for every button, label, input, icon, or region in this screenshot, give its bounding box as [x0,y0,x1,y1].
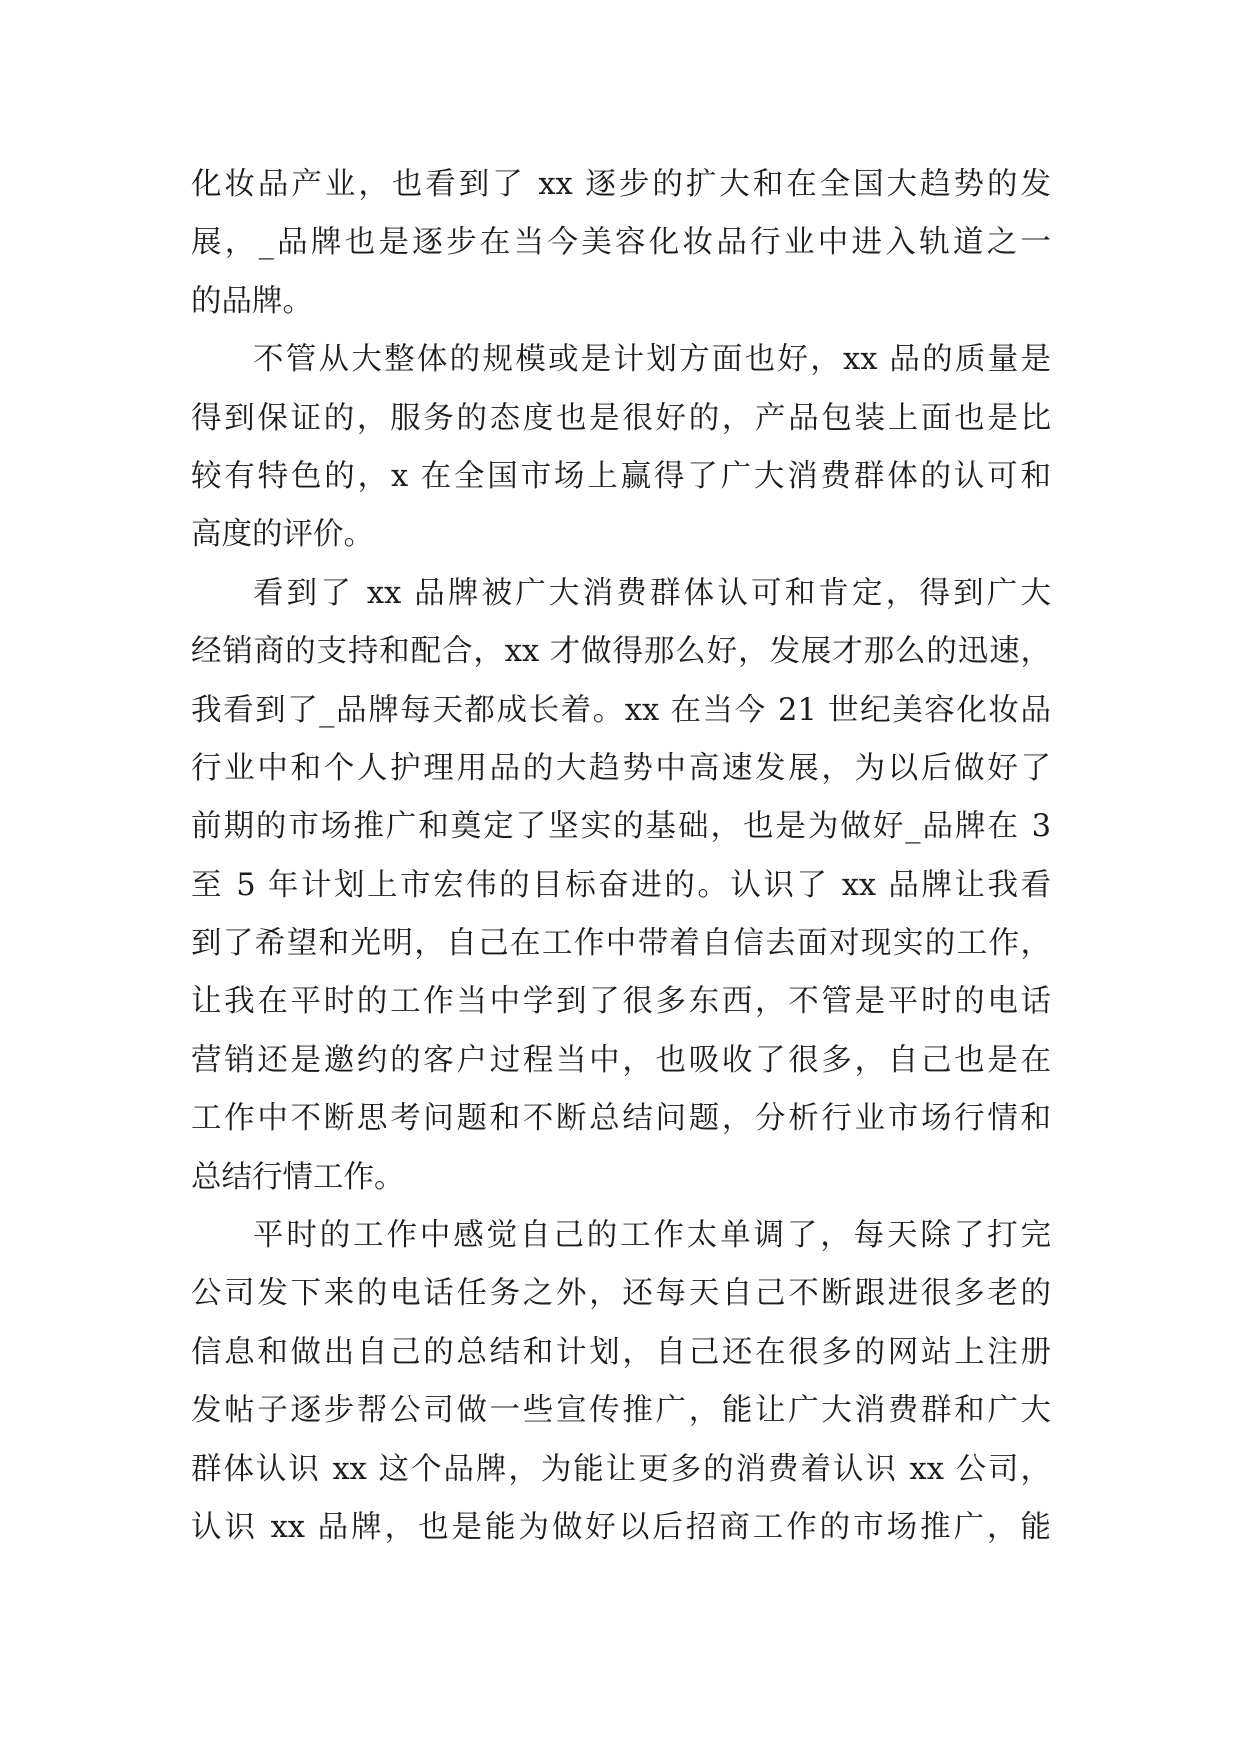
text-line: 至 5 年计划上市宏伟的目标奋进的。认识了 xx 品牌让我看 [191,867,1051,903]
text-line: 得到保证的，服务的态度也是很好的，产品包装上面也是比 [191,400,1051,436]
text-line: 的品牌。 [191,283,313,319]
paragraph-3 [191,565,1051,1207]
text-line: 总结行情工作。 [191,1159,405,1195]
text-line: 高度的评价。 [191,517,374,553]
text-line: 到了希望和光明，自己在工作中带着自信去面对现实的工作， [191,926,1051,962]
text-line: 不管从大整体的规模或是计划方面也好，xx 品的质量是 [253,342,1051,378]
text-line: 经销商的支持和配合，xx 才做得那么好，发展才那么的迅速， [191,634,1051,670]
text-line: 前期的市场推广和奠定了坚实的基础，也是为做好_品牌在 3 [191,809,1051,845]
text-line: 化妆品产业，也看到了 xx 逐步的扩大和在全国大趋势的发 [191,167,1051,202]
text-line: 群体认识 xx 这个品牌，为能让更多的消费着认识 xx 公司， [191,1451,1051,1487]
text-line: 信息和做出自己的总结和计划，自己还在很多的网站上注册 [191,1334,1051,1370]
text-line: 营销还是邀约的客户过程当中，也吸收了很多，自己也是在 [191,1042,1051,1078]
text-line: 让我在平时的工作当中学到了很多东西，不管是平时的电话 [191,984,1051,1020]
text-line: 较有特色的，x 在全国市场上赢得了广大消费群体的认可和 [191,458,1051,494]
document-body [191,156,1051,1557]
text-line: 行业中和个人护理用品的大趋势中高速发展，为以后做好了 [191,750,1051,786]
text-line: 认识 xx 品牌，也是能为做好以后招商工作的市场推广，能 [191,1509,1051,1545]
text-line: 发帖子逐步帮公司做一些宣传推广，能让广大消费群和广大 [191,1393,1051,1429]
text-line: 看到了 xx 品牌被广大消费群体认可和肯定，得到广大 [253,575,1051,611]
text-line: 平时的工作中感觉自己的工作太单调了，每天除了打完 [253,1218,1051,1254]
paragraph-4 [191,1207,1051,1557]
paragraph-2 [191,331,1051,565]
paragraph-1 [191,156,1051,331]
text-line: 我看到了_品牌每天都成长着。xx 在当今 21 世纪美容化妆品 [191,692,1051,728]
text-line: 展，_品牌也是逐步在当今美容化妆品行业中进入轨道之一 [191,225,1051,261]
text-line: 公司发下来的电话任务之外，还每天自己不断跟进很多老的 [191,1276,1051,1312]
text-line: 工作中不断思考问题和不断总结问题，分析行业市场行情和 [191,1101,1051,1137]
